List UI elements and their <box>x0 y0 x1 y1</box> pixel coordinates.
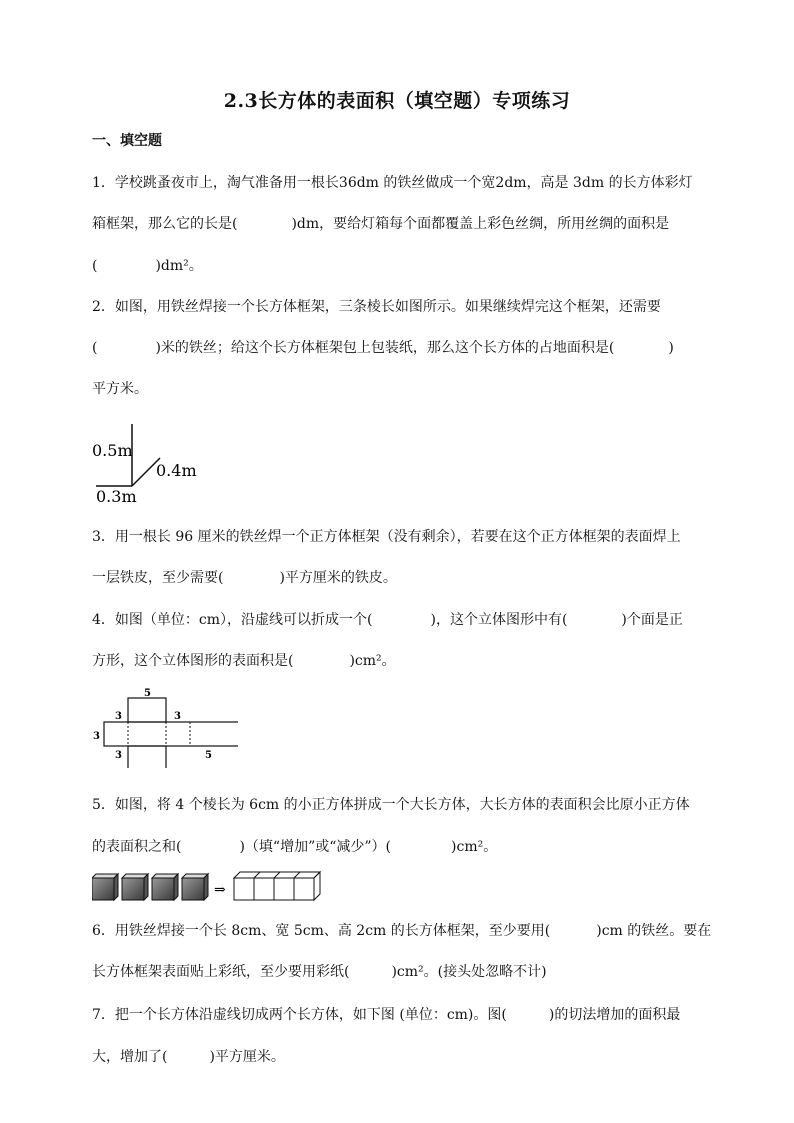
q5-text: )cm²。 <box>451 839 498 855</box>
net-label-mid-upper: 3 <box>174 711 181 722</box>
q1-text: ( <box>92 258 98 274</box>
q4-text: )cm²。 <box>349 653 396 669</box>
edge-depth-label: 0.4m <box>156 461 197 480</box>
section-heading: 一、填空题 <box>92 133 162 149</box>
q2-line-3: 平方米。 <box>92 381 148 397</box>
q6-text: 6．用铁丝焊接一个长 8cm、宽 5cm、高 2cm 的长方体框架，至少要用( <box>92 923 551 939</box>
q6-line-1 <box>92 920 711 940</box>
q1-line-3 <box>92 255 203 275</box>
q7-line-1 <box>92 1004 680 1024</box>
q5-text: )（填“增加”或“减少”）( <box>239 839 392 855</box>
q7-text: )的切法增加的面积最 <box>548 1007 681 1023</box>
q2-line-1: 2．如图，用铁丝焊接一个长方体框架，三条棱长如图所示。如果继续焊完这个框架，还需要 <box>92 299 661 315</box>
q2-text: ) <box>668 340 674 356</box>
q1-line-2 <box>92 213 669 233</box>
q2-text: )米的铁丝；给这个长方体框架包上包装纸，那么这个长方体的占地面积是( <box>155 340 615 356</box>
q4-text: 4．如图（单位：cm），沿虚线可以折成一个( <box>92 612 373 628</box>
arrow-icon: ⇒ <box>214 882 226 898</box>
q7-text: 大，增加了( <box>92 1049 168 1065</box>
q4-text: 方形，这个立体图形的表面积是( <box>92 653 294 669</box>
net-label-left: 3 <box>93 731 100 742</box>
q6-line-2 <box>92 961 547 981</box>
net-label-left-lower: 3 <box>115 750 122 761</box>
q4-line-1 <box>92 609 683 629</box>
joined-cuboid <box>234 872 320 900</box>
q1-text: 箱框架，那么它的长是( <box>92 216 238 232</box>
q3-line-1: 3．用一根长 96 厘米的铁丝焊一个正方体框架（没有剩余），若要在这个正方体框架的表面焊上 <box>92 529 681 545</box>
q4-text: )，这个立体图形中有( <box>430 612 568 628</box>
q1-text: )dm²。 <box>155 258 203 274</box>
q4-text: )个面是正 <box>621 612 683 628</box>
edge-width-label: 0.3m <box>96 487 137 506</box>
q7-text: )平方厘米。 <box>209 1049 285 1065</box>
q3-line-2 <box>92 567 397 587</box>
edge-height-label: 0.5m <box>92 441 133 460</box>
q5-text: 的表面积之和( <box>92 839 182 855</box>
q3-text: )平方厘米的铁皮。 <box>279 570 397 586</box>
separate-cubes <box>92 874 208 900</box>
q7-line-2 <box>92 1046 285 1066</box>
net-label-right: 5 <box>205 750 212 761</box>
q5-line-2 <box>92 836 497 856</box>
q7-text: 7．把一个长方体沿虚线切成两个长方体，如下图 (单位：cm)。图( <box>92 1007 507 1023</box>
q4-line-2 <box>92 650 396 670</box>
net-label-left-upper: 3 <box>115 711 122 722</box>
q1-text: )dm，要给灯箱每个面都覆盖上彩色丝绸，所用丝绸的面积是 <box>291 216 670 232</box>
q3-text: 一层铁皮，至少需要( <box>92 570 224 586</box>
net-label-top: 5 <box>144 688 151 699</box>
page-title: 2.3长方体的表面积（填空题）专项练习 <box>223 90 571 112</box>
q1-line-1: 1．学校跳蚤夜市上，淘气准备用一根长36dm 的铁丝做成一个宽2dm，高是 3dm 的长方体彩灯 <box>92 175 693 191</box>
q6-text: 长方体框架表面贴上彩纸，至少要用彩纸( <box>92 964 350 980</box>
q6-text: )cm 的铁丝。要在 <box>596 923 712 939</box>
q4-net-figure <box>88 686 238 768</box>
q2-text: ( <box>92 340 98 356</box>
q6-text: )cm²。(接头处忽略不计) <box>391 964 547 980</box>
q5-line-1: 5．如图，将 4 个棱长为 6cm 的小正方体拼成一个大长方体，大长方体的表面积会比原小正方体 <box>92 797 690 813</box>
q2-line-2 <box>92 337 674 357</box>
q5-cubes-figure <box>92 868 322 904</box>
q2-frame-figure <box>88 416 208 506</box>
